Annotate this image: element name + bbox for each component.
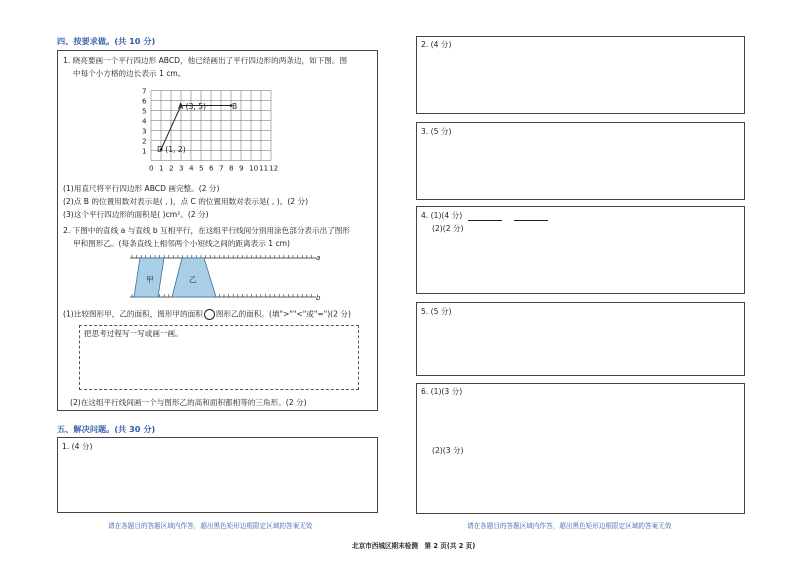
grid-y-tick-label: 4 (142, 116, 147, 126)
q2-text-line2: 甲和图形乙。(每条直线上相邻两个小短线之间的距离表示 1 cm) (73, 239, 290, 248)
q2-sub2: (2)在这组平行线间画一个与图形乙的高和面积都相等的三角形。(2 分) (70, 398, 307, 407)
thinking-area-prompt: 把思考过程写一写或画一画。 (84, 329, 183, 338)
answer-box-6-part2: (2)(3 分) (432, 446, 464, 455)
answer-box-4-part1 (421, 211, 548, 221)
answer-box-3-label: 3. (5 分) (421, 127, 452, 136)
point-a-label: A (3, 5) (178, 102, 207, 111)
parallel-lines-figure (126, 252, 326, 302)
answer-4-blank-1[interactable] (468, 212, 502, 221)
page-footer: 北京市西城区期末检测 第 2 页(共 2 页) (352, 542, 476, 550)
coordinate-grid (140, 80, 300, 176)
grid-x-tick-label: 10 (249, 163, 259, 173)
q2-sub1-pre: (1)比较图形甲，乙的面积，图形甲的面积 (63, 309, 203, 319)
grid-x-tick-label: 8 (229, 163, 234, 173)
left-bottom-note: 请在各题目的答题区域内作答，超出黑色矩形边框限定区域的答案无效 (108, 522, 313, 530)
answer-box-5[interactable] (416, 302, 745, 376)
point-b-label: B (232, 102, 238, 111)
answer-box-1[interactable] (57, 437, 378, 513)
q1-text-line1: 1. 晓亮要画一个平行四边形 ABCD，他已经画出了平行四边形的两条边，如下图。图 (63, 56, 348, 65)
q1-sub2: (2)点 B 的位置用数对表示是( , )，点 C 的位置用数对表示是( , )。(2 分) (63, 197, 309, 206)
grid-y-tick-label: 6 (142, 96, 147, 106)
q1-text-line2: 中每个小方格的边长表示 1 cm。 (73, 69, 186, 78)
grid-x-tick-label: 1 (159, 163, 164, 173)
shape-yi-label: 乙 (189, 275, 197, 284)
answer-box-6[interactable] (416, 383, 745, 514)
line-b-ticks (132, 294, 311, 297)
grid-y-tick-label: 1 (142, 146, 147, 156)
section4-title: 四、按要求做。(共 10 分) (57, 36, 156, 46)
answer-box-1-label: 1. (4 分) (62, 442, 93, 451)
grid-x-tick-label: 2 (169, 163, 174, 173)
grid-x-tick-label: 4 (189, 163, 194, 173)
grid-x-tick-label: 7 (219, 163, 224, 173)
q1-sub1: (1)用直尺将平行四边形 ABCD 画完整。(2 分) (63, 184, 220, 193)
answer-box-4-part1-label: 4. (1)(4 分) (421, 211, 463, 220)
grid-x-tick-label: 0 (149, 163, 154, 173)
grid-x-tick-label: 3 (179, 163, 184, 173)
point-d-label: D (1, 2) (157, 145, 186, 154)
answer-box-4-part2: (2)(2 分) (432, 224, 464, 233)
compare-circle-blank[interactable] (204, 309, 215, 320)
shape-jia-label: 甲 (146, 275, 154, 284)
line-b-label: b (316, 294, 321, 302)
grid-y-tick-label: 5 (142, 106, 147, 116)
q1-sub3: (3)这个平行四边形的面积是( )cm²。(2 分) (63, 210, 209, 219)
answer-box-5-label: 5. (5 分) (421, 307, 452, 316)
grid-x-tick-label: 11 (259, 163, 269, 173)
grid-y-tick-label: 2 (142, 136, 147, 146)
grid-y-tick-label: 3 (142, 126, 147, 136)
grid-x-tick-label: 5 (199, 163, 204, 173)
line-a-label: a (316, 254, 321, 262)
q2-sub1-post: 图形乙的面积。(填">""<"或"=")(2 分) (215, 309, 351, 319)
answer-box-6-part1: 6. (1)(3 分) (421, 387, 463, 396)
answer-box-2-label: 2. (4 分) (421, 40, 452, 49)
section5-title: 五、解决问题。(共 30 分) (57, 424, 156, 434)
answer-box-2[interactable] (416, 36, 745, 114)
grid-y-ticks (142, 87, 147, 156)
answer-box-3[interactable] (416, 122, 745, 200)
grid-x-tick-label: 12 (269, 163, 279, 173)
line-a-ticks (132, 255, 311, 258)
grid-x-tick-label: 9 (239, 163, 244, 173)
grid-x-tick-label: 6 (209, 163, 214, 173)
answer-4-blank-2[interactable] (514, 212, 548, 221)
q2-sub1 (63, 309, 351, 320)
grid-y-tick-label: 7 (142, 86, 147, 96)
grid-x-ticks (149, 164, 278, 173)
q2-text-line1: 2. 下图中的直线 a 与直线 b 互相平行，在这组平行线间分别用涂色部分表示出了图形 (63, 226, 350, 235)
right-bottom-note: 请在各题目的答题区域内作答，超出黑色矩形边框限定区域的答案无效 (467, 522, 672, 530)
